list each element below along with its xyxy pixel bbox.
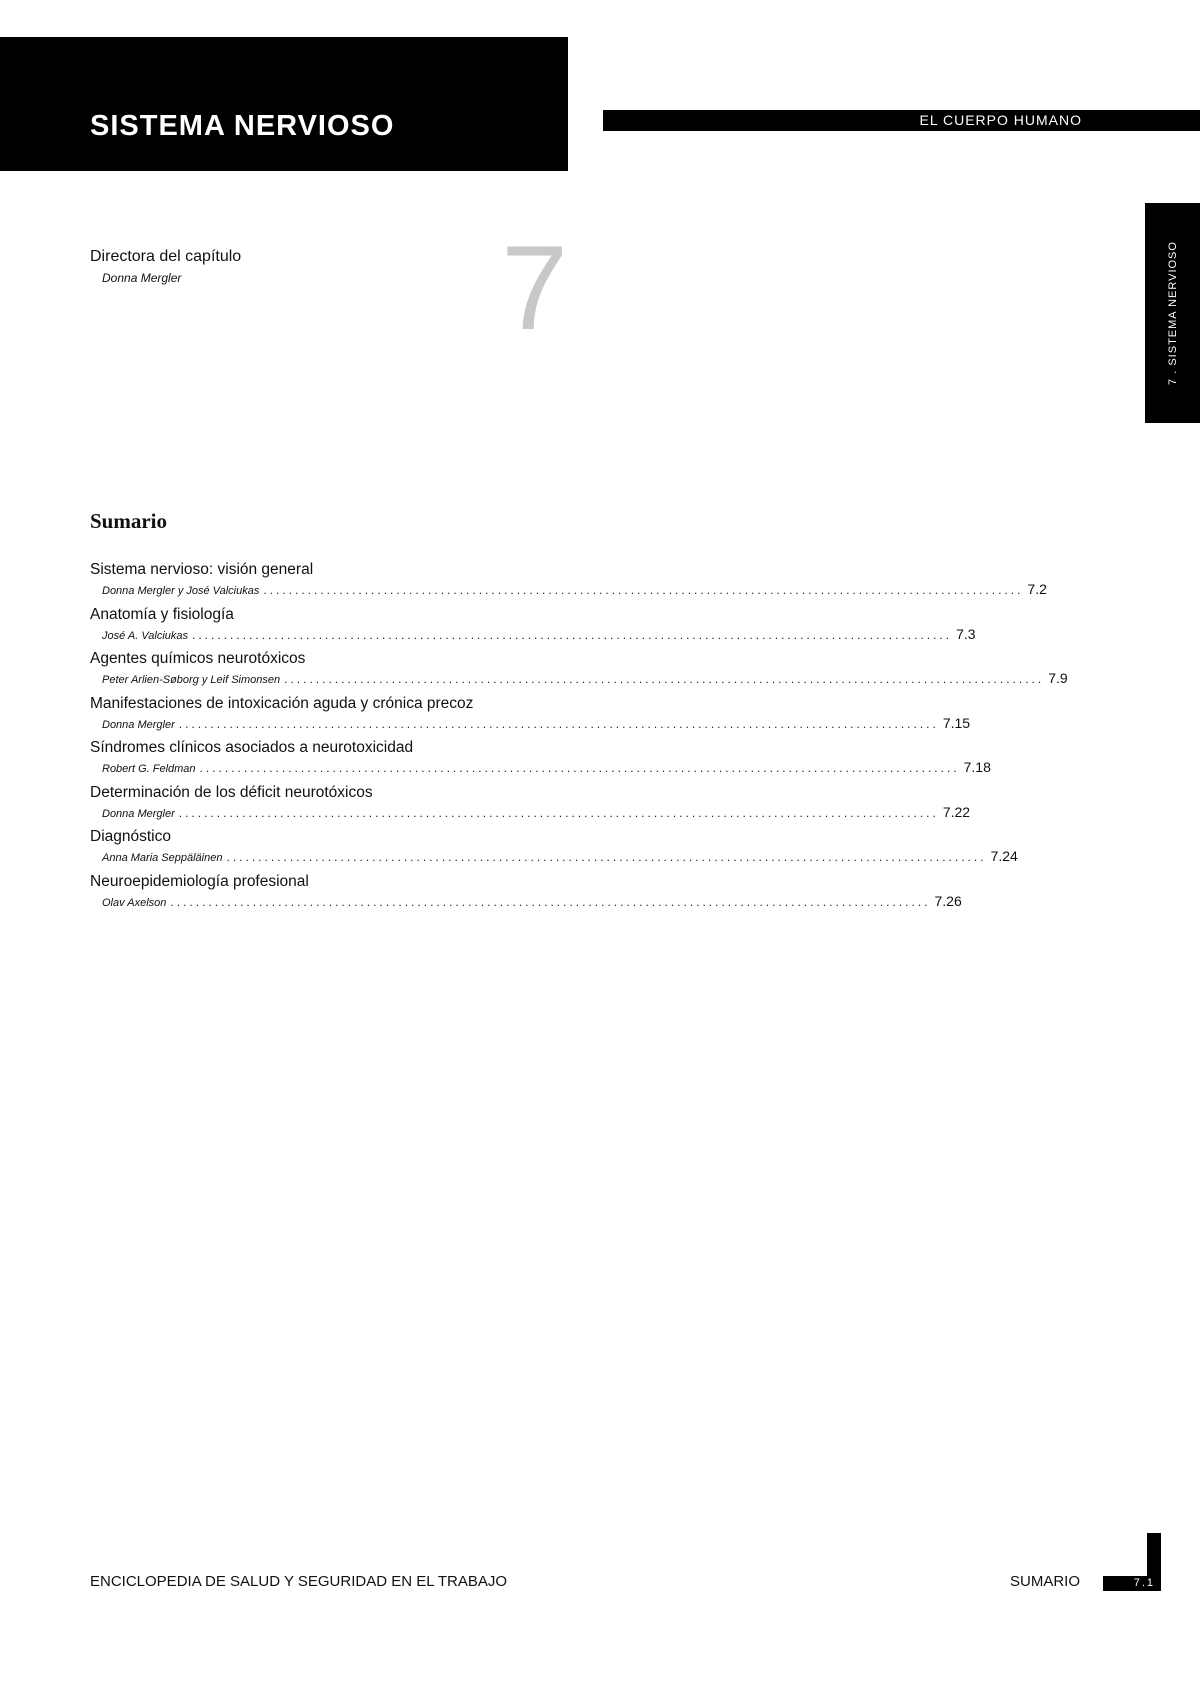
toc-entry-author: Olav Axelson	[102, 896, 167, 909]
toc-entry-title: Determinación de los déficit neurotóxicos	[90, 783, 373, 801]
section-header-bar	[603, 110, 1200, 131]
footer-publication: ENCICLOPEDIA DE SALUD Y SEGURIDAD EN EL TRABAJO	[90, 1573, 508, 1590]
toc-leader-dots: ........................................................................................................................	[263, 583, 1024, 597]
toc-entry[interactable]	[90, 649, 1068, 694]
chapter-director-name: Donna Mergler	[102, 271, 182, 285]
footer-page-number: 7.1	[1133, 1577, 1155, 1589]
toc-entry-page: 7.18	[963, 759, 991, 775]
toc-entry-line	[102, 625, 976, 646]
toc-entry-author: Anna Maria Seppäläinen	[102, 852, 223, 864]
section-label: EL CUERPO HUMANO	[919, 112, 1082, 128]
toc-entry[interactable]	[90, 694, 971, 739]
side-tab	[1145, 203, 1200, 423]
footer-page-block	[1103, 1576, 1161, 1591]
toc-entry-page: 7.22	[942, 803, 971, 820]
toc-entry-page: 7.2	[1027, 581, 1047, 597]
toc-entry[interactable]	[90, 827, 1018, 872]
toc-entry-line	[102, 758, 991, 779]
toc-leader-dots: ........................................................................................................................	[199, 761, 960, 775]
toc-entry-line	[102, 847, 1018, 868]
table-of-contents	[90, 560, 1068, 916]
toc-leader-dots: ........................................................................................................................	[178, 805, 939, 820]
toc-entry-title: Diagnóstico	[90, 828, 171, 845]
toc-entry-title: Manifestaciones de intoxicación aguda y crónica precoz	[90, 694, 474, 712]
chapter-number: 7	[501, 221, 568, 355]
toc-entry[interactable]	[90, 605, 976, 650]
toc-entry-page: 7.24	[990, 848, 1018, 864]
toc-entry-author: José A. Valciukas	[102, 629, 189, 642]
toc-entry-author: Donna Mergler y José Valciukas	[102, 585, 260, 597]
toc-entry-page: 7.26	[934, 892, 962, 909]
toc-entry-author: Peter Arlien-Søborg y Leif Simonsen	[102, 674, 281, 686]
side-tab-label: 7 . SISTEMA NERVIOSO	[1166, 241, 1179, 385]
toc-entry-title: Anatomía y fisiología	[90, 605, 234, 623]
toc-entry-line	[102, 580, 1047, 601]
toc-entry-title: Neuroepidemiología profesional	[90, 872, 309, 890]
toc-entry[interactable]	[90, 738, 991, 783]
chapter-director-label: Directora del capítulo	[90, 248, 242, 265]
toc-entry-line	[102, 669, 1068, 690]
chapter-title-block	[0, 37, 568, 171]
toc-entry[interactable]	[90, 783, 971, 828]
toc-entry-page: 7.9	[1048, 670, 1068, 686]
toc-leader-dots: ........................................................................................................................	[284, 672, 1045, 686]
toc-entry[interactable]	[90, 872, 962, 917]
toc-leader-dots: ........................................................................................................................	[192, 627, 953, 642]
toc-entry-author: Robert G. Feldman	[102, 763, 196, 775]
toc-entry-page: 7.15	[942, 714, 971, 731]
toc-entry-title: Sistema nervioso: visión general	[90, 561, 314, 578]
footer-section: SUMARIO	[1010, 1573, 1081, 1590]
toc-entry-author: Donna Mergler	[102, 807, 175, 820]
toc-entry-title: Agentes químicos neurotóxicos	[90, 650, 306, 667]
toc-entry-title: Síndromes clínicos asociados a neurotoxicidad	[90, 739, 414, 756]
toc-entry-line	[102, 803, 971, 824]
toc-entry[interactable]	[90, 560, 1047, 605]
toc-entry-line	[102, 892, 962, 913]
toc-leader-dots: ........................................................................................................................	[226, 850, 987, 864]
summary-heading: Sumario	[90, 509, 168, 533]
chapter-title: SISTEMA NERVIOSO	[90, 110, 395, 142]
toc-entry-page: 7.3	[956, 625, 976, 642]
toc-leader-dots: ........................................................................................................................	[170, 894, 931, 909]
toc-entry-author: Donna Mergler	[102, 718, 175, 731]
toc-leader-dots: ........................................................................................................................	[178, 716, 939, 731]
toc-entry-line	[102, 714, 971, 735]
